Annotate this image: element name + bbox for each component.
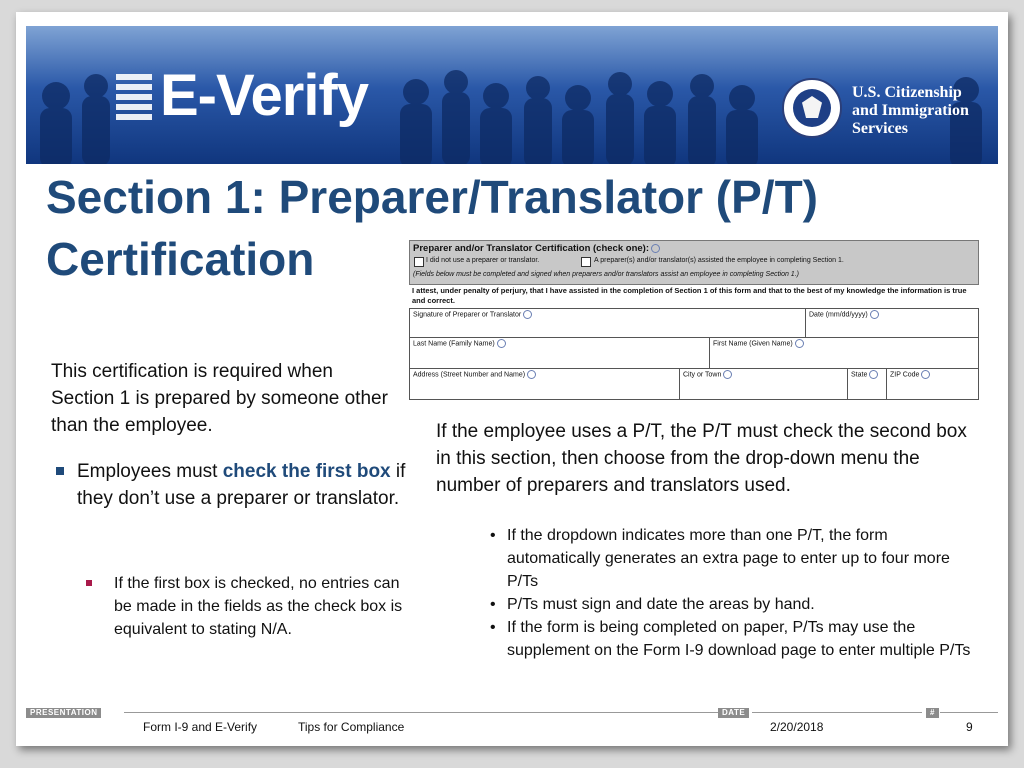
signature-field[interactable] (409, 308, 806, 338)
highlight-text: check the first box (222, 461, 391, 482)
list-item: • P/Ts must sign and date the areas by hand. (486, 593, 976, 616)
square-bullet-icon (86, 580, 92, 586)
info-icon (921, 370, 930, 379)
date-field[interactable] (805, 308, 979, 338)
state-label: State (851, 370, 878, 379)
info-icon (795, 339, 804, 348)
last-name-field[interactable] (409, 337, 710, 369)
info-icon (497, 339, 506, 348)
page-tag: # (926, 708, 939, 718)
signature-label: Signature of Preparer or Translator (413, 310, 532, 319)
pt-instructions: If the employee uses a P/T, the P/T must check the second box in this section, then choose from the drop-down menu the number of preparers and translators used. (436, 421, 967, 496)
sub-bullet-text: If the first box is checked, no entries can be made in the fields as the check box is equivalent to stating N/A. (114, 575, 403, 638)
agency-line-1: U.S. Citizenship (852, 84, 962, 101)
checkbox-preparer-assisted[interactable] (581, 257, 591, 267)
info-icon (723, 370, 732, 379)
date-tag: DATE (718, 708, 749, 718)
presentation-tag: PRESENTATION (26, 708, 101, 718)
zip-field[interactable] (886, 368, 979, 400)
info-icon (523, 310, 532, 319)
form-excerpt (409, 240, 979, 400)
logo-wordmark: E-Verify (160, 63, 368, 128)
footer-rule (940, 712, 998, 713)
presentation-subtitle: Tips for Compliance (298, 720, 405, 734)
form-checkbox-section (409, 240, 979, 285)
first-name-field[interactable] (709, 337, 979, 369)
footer-date: 2/20/2018 (770, 720, 824, 734)
info-icon (869, 370, 878, 379)
last-name-label: Last Name (Family Name) (413, 339, 506, 348)
agency-name (852, 84, 969, 138)
city-field[interactable] (679, 368, 848, 400)
checkbox-preparer-assisted-label: A preparer(s) and/or translator(s) assisted the employee in completing Section 1. (594, 257, 844, 264)
date-label: Date (mm/dd/yyyy) (809, 310, 879, 319)
bullet-dot-icon: • (490, 619, 496, 636)
footer (26, 708, 998, 736)
state-field[interactable] (847, 368, 887, 400)
footer-rule (752, 712, 922, 713)
square-bullet-icon (56, 467, 64, 475)
footer-rule (124, 712, 718, 713)
bullet-text: Employees must check the first box if they don’t use a preparer or translator. (77, 461, 406, 509)
zip-label: ZIP Code (890, 370, 930, 379)
list-item: • If the dropdown indicates more than one P/T, the form automatically generates an extra page to enter up to four more P/Ts (486, 524, 976, 593)
agency-line-3: Services (852, 120, 908, 137)
slide-title-line-1: Section 1: Preparer/Translator (P/T) (46, 171, 819, 223)
info-icon (651, 244, 660, 253)
bullet-dot-icon: • (490, 527, 496, 544)
agency-line-2: and Immigration (852, 102, 969, 119)
address-field[interactable] (409, 368, 680, 400)
logo-bars-icon (116, 74, 152, 122)
form-section-header: Preparer and/or Translator Certification (check one): (413, 243, 660, 254)
bullet-dot-icon: • (490, 596, 496, 613)
info-icon (870, 310, 879, 319)
first-name-label: First Name (Given Name) (713, 339, 804, 348)
checkbox-no-preparer-label: I did not use a preparer or translator. (426, 257, 540, 264)
checkbox-no-preparer[interactable] (414, 257, 424, 267)
page-number: 9 (966, 720, 973, 734)
slide (16, 12, 1008, 746)
slide-title-line-2: Certification (46, 233, 315, 285)
attestation-text: I attest, under penalty of perjury, that I have assisted in the completion of Section 1 of this form and that to the best of my knowledge the information is true and correct. (412, 286, 967, 305)
city-label: City or Town (683, 370, 732, 379)
address-label: Address (Street Number and Name) (413, 370, 536, 379)
info-icon (527, 370, 536, 379)
dhs-seal-icon (782, 78, 842, 138)
pt-bullet-list (486, 524, 976, 662)
intro-text: This certification is required when Section 1 is prepared by someone other than the employee. (51, 361, 388, 436)
presentation-title: Form I-9 and E-Verify (143, 720, 258, 734)
form-note: (Fields below must be completed and signed when preparers and/or translators assist an employee in completing Section 1.) (413, 271, 799, 278)
list-item: • If the form is being completed on paper, P/Ts may use the supplement on the Form I-9 download page to enter multiple P/Ts (486, 616, 976, 662)
header-banner (26, 26, 998, 164)
